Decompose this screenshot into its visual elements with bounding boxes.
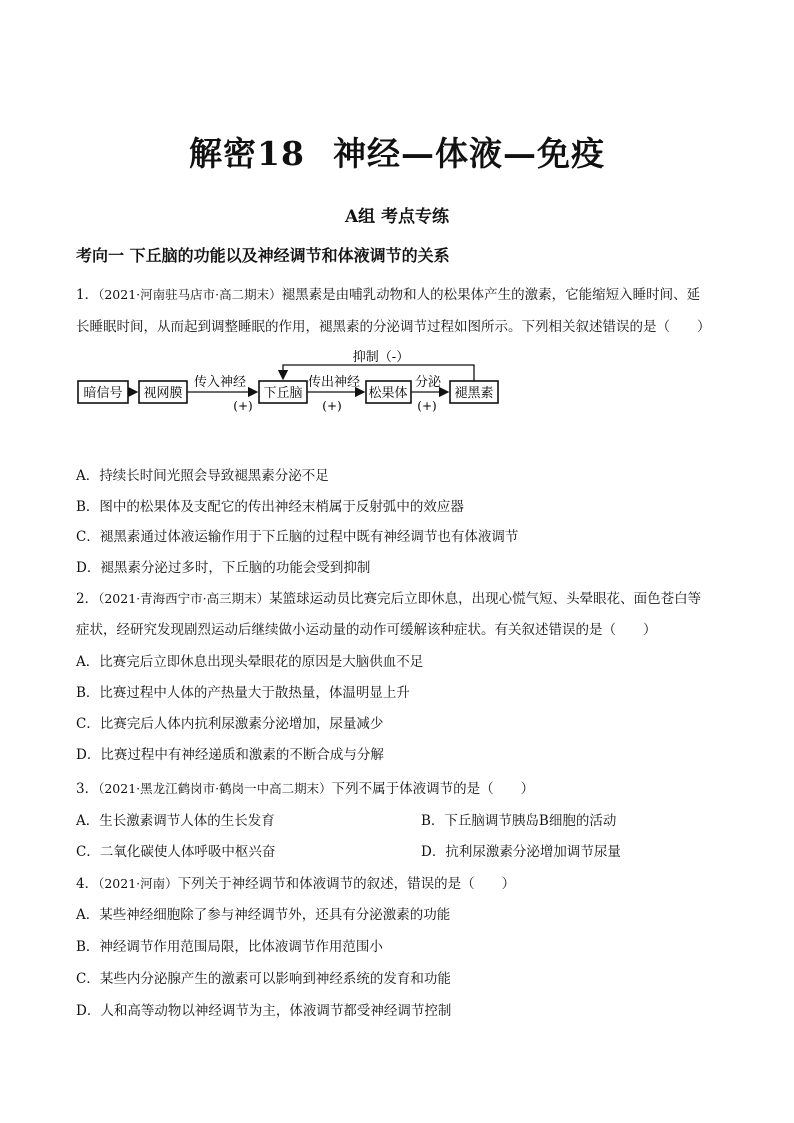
- question-2-stem: 2．（2021·青海西宁市·高三期末）某篮球运动员比赛完后立即休息，出现心慌气短、头晕眼花、面色苍白等: [76, 591, 702, 607]
- label-feedback: 抑制（-）: [352, 350, 410, 365]
- diagram-box-hypothalamus: [259, 381, 307, 403]
- label-efferent-nerve: 传出神经: [307, 375, 361, 390]
- diagram-box-dark-signal: [78, 381, 128, 403]
- sign-plus-secretion: (+): [417, 399, 437, 413]
- question-3-options-row-2: [76, 836, 621, 868]
- question-source: （2021·河南驻马店市·高二期末）: [98, 287, 282, 302]
- question-2-stem-cont: 症状，经研究发现剧烈运动后继续做小运动量的动作可缓解该种症状。有关叙述错误的是（ ）: [76, 622, 657, 638]
- diagram-box-melatonin: [450, 381, 498, 403]
- title-main: 解密18: [189, 134, 305, 173]
- question-1-stem-cont: 长睡眠时间，从而起到调整睡眠的作用，褪黑素的分泌调节过程如图所示。下列相关叙述错误的是（ ）: [76, 319, 711, 335]
- question-4-option-b: B．神经调节作用范围局限，比体液调节作用范围小: [76, 939, 383, 955]
- sign-plus-afferent: (+): [233, 399, 253, 413]
- question-source: （2021·青海西宁市·高三期末）: [98, 591, 270, 606]
- question-3-option-a: A．生长激素调节人体的生长发育: [76, 813, 275, 829]
- question-3-options-row-1: [76, 805, 617, 837]
- svg-text:下丘脑: 下丘脑: [263, 386, 303, 401]
- section-heading: 考向一 下丘脑的功能以及神经调节和体液调节的关系: [76, 246, 450, 265]
- question-source: （2021·河南）: [98, 876, 178, 891]
- diagram-box-pineal: [366, 381, 411, 403]
- svg-text:视网膜: 视网膜: [143, 386, 183, 401]
- question-2-option-d: D．比赛过程中有神经递质和激素的不断合成与分解: [76, 747, 384, 763]
- diagram-box-retina: [139, 381, 187, 403]
- page-title: [0, 128, 794, 175]
- title-topic: 神经—体液—免疫: [332, 134, 605, 173]
- question-1-option-d: D．褪黑素分泌过多时，下丘脑的功能会受到抑制: [76, 560, 371, 576]
- question-2-option-b: B．比赛过程中人体的产热量大于散热量，体温明显上升: [76, 685, 410, 701]
- question-3-option-b: B．下丘脑调节胰岛B细胞的活动: [421, 813, 617, 829]
- secretion-regulation-diagram: [76, 346, 516, 416]
- label-secretion: 分泌: [414, 375, 442, 390]
- sign-plus-efferent: (+): [322, 399, 342, 413]
- question-1-option-c: C．褪黑素通过体液运输作用于下丘脑的过程中既有神经调节也有体液调节: [76, 529, 519, 545]
- question-1-option-a: A．持续长时间光照会导致褪黑素分泌不足: [76, 468, 329, 484]
- question-1-stem: 1．（2021·河南驻马店市·高二期末）褪黑素是由哺乳动物和人的松果体产生的激素，它能缩短入睡时间、延: [76, 287, 701, 303]
- question-4-stem: 4．（2021·河南）下列关于神经调节和体液调节的叙述，错误的是（ ）: [76, 876, 516, 892]
- question-3-option-d: D．抗利尿激素分泌增加调节尿量: [421, 844, 621, 860]
- svg-text:褪黑素: 褪黑素: [454, 386, 494, 401]
- question-4-option-c: C．某些内分泌腺产生的激素可以影响到神经系统的发育和功能: [76, 971, 451, 987]
- question-4-option-a: A．某些神经细胞除了参与神经调节外，还具有分泌激素的功能: [76, 907, 451, 923]
- question-source: （2021·黑龙江鹤岗市·鹤岗一中高二期末）: [98, 781, 332, 796]
- question-3-stem: 3．（2021·黑龙江鹤岗市·鹤岗一中高二期末）下列不属于体液调节的是（ ）: [76, 781, 535, 797]
- question-2-option-c: C．比赛完后人体内抗利尿激素分泌增加，尿量减少: [76, 716, 384, 732]
- svg-text:松果体: 松果体: [368, 386, 408, 401]
- question-4-option-d: D．人和高等动物以神经调节为主，体液调节都受神经调节控制: [76, 1003, 452, 1019]
- label-afferent-nerve: 传入神经: [193, 375, 247, 390]
- question-3-option-c: C．二氧化碳使人体呼吸中枢兴奋: [76, 844, 276, 860]
- question-1-option-b: B．图中的松果体及支配它的传出神经末梢属于反射弧中的效应器: [76, 499, 464, 515]
- svg-text:暗信号: 暗信号: [83, 386, 123, 401]
- question-2-option-a: A．比赛完后立即休息出现头晕眼花的原因是大脑供血不足: [76, 654, 424, 670]
- group-heading: A组 考点专练: [344, 207, 450, 227]
